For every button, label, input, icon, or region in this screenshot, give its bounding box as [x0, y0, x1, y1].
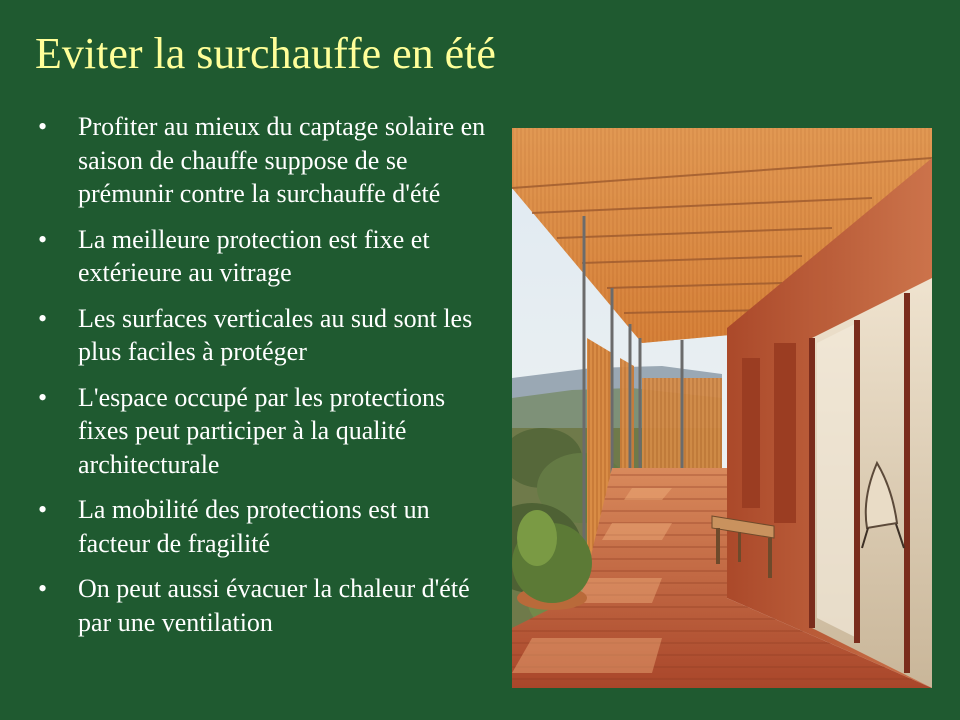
bullet-icon: •: [38, 382, 48, 412]
terrace-illustration: [512, 128, 932, 688]
bullet-item: [38, 223, 498, 290]
bullet-icon: •: [38, 574, 48, 603]
bullet-text: Les surfaces verticales au sud sont les plus faciles à protéger: [78, 303, 473, 366]
bullet-item: [38, 493, 498, 560]
slide-title: Eviter la surchauffe en été: [35, 29, 496, 78]
bullet-item: [38, 302, 498, 369]
bullet-text: On peut aussi évacuer la chaleur d'été par une ventilation: [78, 574, 470, 637]
terrace-photo: [512, 128, 932, 688]
bullet-icon: •: [38, 112, 48, 141]
bullet-text: L'espace occupé par les protections fixes peut participer à la qualité architecturale: [78, 382, 446, 479]
bullet-text: Profiter au mieux du captage solaire en saison de chauffe suppose de se prémunir contre la surchauffe d'été: [78, 112, 486, 208]
bullet-text: La meilleure protection est fixe et extérieure au vitrage: [78, 224, 430, 287]
bullet-icon: •: [38, 495, 48, 524]
bullet-icon: •: [38, 224, 48, 254]
bullet-list: [38, 110, 498, 651]
bullet-icon: •: [38, 303, 48, 333]
bullet-item: [38, 572, 498, 639]
bullet-item: [38, 110, 498, 211]
bullet-item: [38, 381, 498, 482]
bullet-text: La mobilité des protections est un facteur de fragilité: [78, 495, 430, 558]
